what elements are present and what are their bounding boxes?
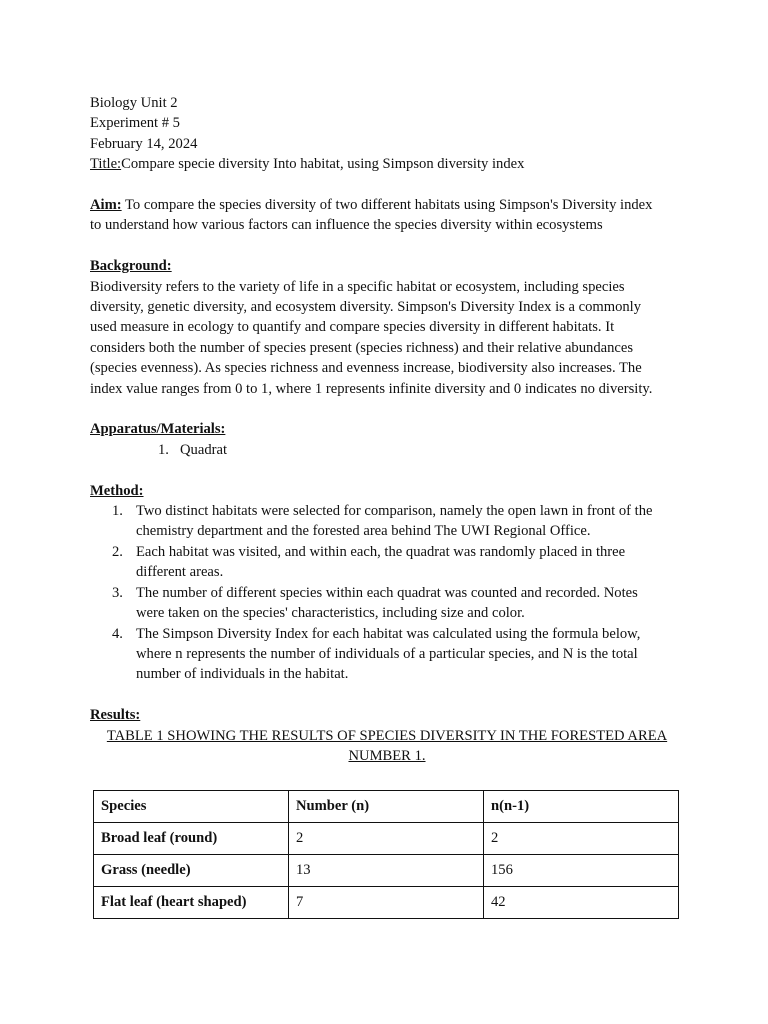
table-cell-species: Broad leaf (round) bbox=[94, 823, 289, 855]
course-line: Biology Unit 2 bbox=[90, 95, 178, 111]
list-item bbox=[90, 501, 684, 542]
table-caption-line-2: NUMBER 1. bbox=[348, 747, 426, 764]
list-text: where n represents the number of individuals of a particular species, and N is the total bbox=[136, 645, 638, 662]
date-line: February 14, 2024 bbox=[90, 135, 198, 152]
list-text: different areas. bbox=[136, 564, 224, 581]
list-number: 4. bbox=[112, 625, 123, 642]
aim-line-1 bbox=[90, 195, 684, 215]
results-heading: Results: bbox=[90, 707, 141, 724]
list-number: 1. bbox=[158, 441, 169, 458]
title-label: Title: bbox=[90, 156, 122, 173]
list-text: number of individuals in the habitat. bbox=[136, 666, 349, 683]
method-list bbox=[90, 501, 684, 685]
background-heading: Background: bbox=[90, 258, 172, 275]
list-text: were taken on the species' characteristics, including size and color. bbox=[136, 605, 525, 622]
table-cell-n-n-minus-1: 156 bbox=[484, 855, 679, 887]
list-text: The number of different species within each quadrat was counted and recorded. Notes bbox=[136, 584, 638, 601]
experiment-line: Experiment # 5 bbox=[90, 115, 180, 132]
list-text: The Simpson Diversity Index for each habitat was calculated using the formula below, bbox=[136, 625, 641, 642]
list-number: 2. bbox=[112, 543, 123, 560]
table-header-row bbox=[94, 791, 679, 823]
title-text: Compare specie diversity Into habitat, using Simpson diversity index bbox=[121, 156, 525, 173]
table-header-n-n-minus-1: n(n-1) bbox=[484, 791, 679, 823]
method-heading: Method: bbox=[90, 482, 144, 499]
table-caption-line-1: TABLE 1 SHOWING THE RESULTS OF SPECIES DIVERSITY IN THE FORESTED AREA bbox=[106, 727, 668, 744]
materials-list bbox=[90, 440, 684, 460]
background-paragraph bbox=[90, 277, 684, 399]
aim-heading: Aim: bbox=[90, 197, 122, 214]
list-text: Each habitat was visited, and within each, the quadrat was randomly placed in three bbox=[136, 543, 626, 560]
list-item bbox=[90, 542, 684, 583]
list-text: Quadrat bbox=[180, 441, 228, 458]
background-line: considers both the number of species present (species richness) and their relative abundances bbox=[90, 339, 634, 356]
table-cell-n-n-minus-1: 42 bbox=[484, 887, 679, 919]
table-row bbox=[94, 855, 679, 887]
aim-text-1: To compare the species diversity of two different habitats using Simpson's Diversity index bbox=[121, 197, 653, 214]
background-line: (species evenness). As species richness and evenness increase, biodiversity also increases. The bbox=[90, 360, 642, 377]
list-item bbox=[90, 583, 684, 624]
list-item bbox=[90, 624, 684, 685]
list-number: 1. bbox=[112, 503, 123, 520]
document-page bbox=[90, 93, 684, 766]
table-cell-species: Flat leaf (heart shaped) bbox=[94, 887, 289, 919]
results-table bbox=[93, 790, 679, 919]
table-cell-number: 2 bbox=[289, 823, 484, 855]
title-line bbox=[90, 154, 684, 174]
list-item bbox=[90, 440, 684, 460]
list-text: chemistry department and the forested area behind The UWI Regional Office. bbox=[136, 523, 591, 540]
table-cell-species: Grass (needle) bbox=[94, 855, 289, 887]
background-line: index value ranges from 0 to 1, where 1 represents infinite diversity and 0 indicates no diversity. bbox=[90, 380, 653, 397]
background-line: diversity, genetic diversity, and ecosystem diversity. Simpson's Diversity Index is a commonly bbox=[90, 299, 642, 316]
table-row bbox=[94, 887, 679, 919]
background-line: used measure in ecology to quantify and compare species diversity in different habitats. It bbox=[90, 319, 615, 336]
materials-heading: Apparatus/Materials: bbox=[90, 421, 226, 438]
background-line: Biodiversity refers to the variety of life in a specific habitat or ecosystem, including species bbox=[90, 278, 625, 295]
table-header-species: Species bbox=[94, 791, 289, 823]
table-row bbox=[94, 823, 679, 855]
list-number: 3. bbox=[112, 584, 123, 601]
table-cell-number: 13 bbox=[289, 855, 484, 887]
table-cell-number: 7 bbox=[289, 887, 484, 919]
list-text: Two distinct habitats were selected for comparison, namely the open lawn in front of the bbox=[136, 503, 653, 520]
aim-line-2: to understand how various factors can influence the species diversity within ecosystems bbox=[90, 217, 603, 234]
table-cell-n-n-minus-1: 2 bbox=[484, 823, 679, 855]
table-header-number: Number (n) bbox=[289, 791, 484, 823]
